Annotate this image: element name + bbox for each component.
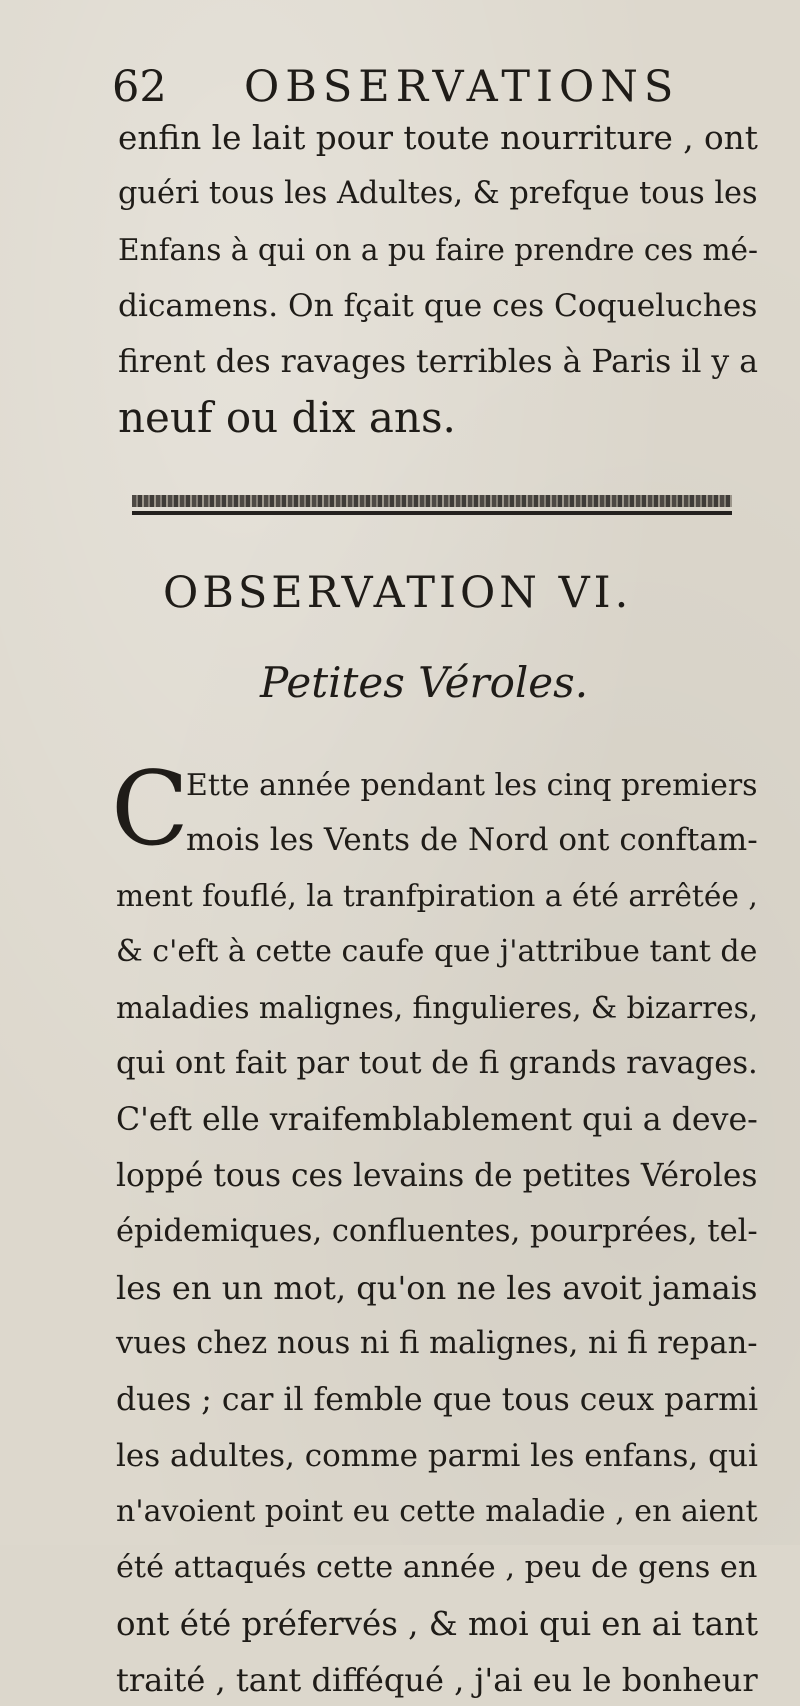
ornamental-rule: [132, 495, 732, 517]
section-subtitle: Petites Véroles.: [260, 658, 589, 707]
text-line: C'eft elle vraifemblablement qui a deve-: [116, 1102, 758, 1138]
text-line: ment fouflé, la tranfpiration a été arrêtée ,: [116, 878, 758, 913]
text-line: les en un mot, qu'on ne les avoit jamais: [116, 1269, 758, 1307]
text-line: maladies malignes, fingulieres, & bizarres,: [116, 991, 759, 1025]
text-line: firent des ravages terribles à Paris il y a: [118, 344, 759, 380]
rule-line: [132, 511, 732, 515]
text-line: vues chez nous ni fi malignes, ni fi repan-: [116, 1326, 758, 1361]
text-line: épidemiques, confluentes, pourprées, tel-: [116, 1214, 758, 1249]
text-line: les adultes, comme parmi les enfans, qui: [116, 1438, 758, 1474]
page-header: [112, 62, 732, 112]
text-line: n'avoient point eu cette maladie , en aient: [116, 1494, 758, 1529]
text-line: dicamens. On fçait que ces Coqueluches: [118, 288, 758, 324]
text-line: traité , tant difféqué , j'ai eu le bonheur: [116, 1661, 758, 1699]
text-line: qui ont fait par tout de fi grands ravages.: [116, 1046, 758, 1081]
text-line: loppé tous ces levains de petites Véroles: [116, 1158, 758, 1194]
text-line: Ette année pendant les cinq premiers: [186, 768, 758, 803]
decorative-band: [132, 495, 732, 507]
text-line: Enfans à qui on a pu faire prendre ces mé-: [118, 233, 758, 267]
text-line: neuf ou dix ans.: [118, 393, 456, 442]
text-line: guéri tous les Adultes, & prefque tous les: [118, 176, 758, 211]
text-line: été attaqués cette année , peu de gens en: [116, 1550, 758, 1585]
page-number: 62: [112, 62, 167, 112]
running-title: OBSERVATIONS: [244, 62, 680, 112]
text-line: dues ; car il femble que tous ceux parmi: [116, 1382, 759, 1418]
section-title: OBSERVATION VI.: [163, 568, 633, 618]
text-line: ont été préfervés , & moi qui en ai tant: [116, 1605, 759, 1643]
text-line: mois les Vents de Nord ont conftam-: [186, 822, 758, 858]
text-line: enfin le lait pour toute nourriture , ont: [118, 119, 758, 157]
drop-cap: C: [111, 750, 190, 869]
text-line: & c'eft à cette caufe que j'attribue tant de: [116, 934, 758, 969]
